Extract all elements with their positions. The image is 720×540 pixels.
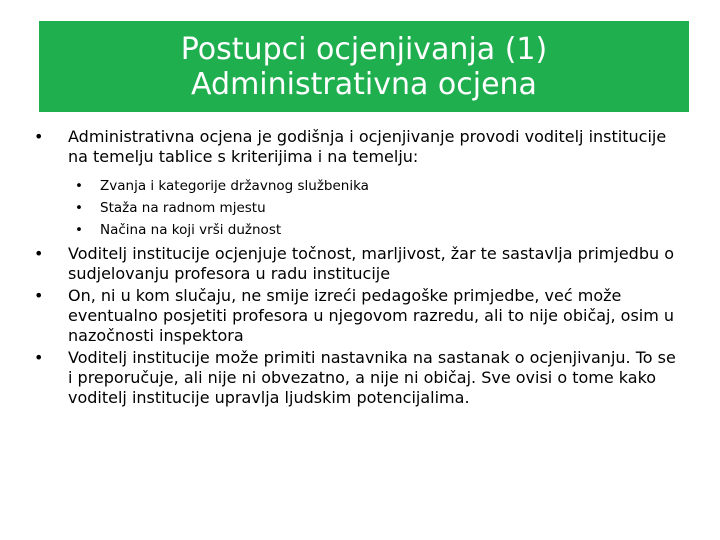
sub-bullet-text: Načina na koji vrši dužnost bbox=[100, 222, 282, 238]
slide-title-line-2: Administrativna ocjena bbox=[191, 66, 537, 102]
sub-bullet-item-3 bbox=[75, 219, 682, 241]
bullet-marker: • bbox=[34, 127, 44, 146]
sub-bullet-item-2 bbox=[75, 197, 682, 219]
sub-bullet-item-1 bbox=[75, 175, 682, 197]
title-banner bbox=[39, 21, 689, 112]
slide-title-line-1: Postupci ocjenjivanja (1) bbox=[180, 31, 548, 67]
bullet-list bbox=[34, 127, 682, 408]
bullet-text: Administrativna ocjena je godišnja i ocjenjivanje provodi voditelj institucije na temelju tablice s kriterijima i na temelju: bbox=[68, 127, 667, 166]
bullet-marker: • bbox=[34, 244, 44, 263]
sub-bullet-text: Zvanja i kategorije državnog službenika bbox=[100, 178, 369, 194]
sub-bullet-marker: • bbox=[75, 222, 83, 238]
bullet-item-1 bbox=[34, 127, 682, 241]
bullet-item-2 bbox=[34, 244, 682, 284]
bullet-item-3 bbox=[34, 286, 682, 346]
bullet-item-4 bbox=[34, 348, 682, 408]
sub-bullet-list bbox=[68, 175, 682, 241]
slide-body bbox=[34, 127, 682, 410]
sub-bullet-marker: • bbox=[75, 178, 83, 194]
bullet-text: On, ni u kom slučaju, ne smije izreći pedagoške primjedbe, već može eventualno posjetiti profesora u njegovom razredu, ali to nije običaj, osim u nazočnosti inspektora bbox=[68, 286, 675, 345]
bullet-marker: • bbox=[34, 286, 44, 305]
bullet-text: Voditelj institucije ocjenjuje točnost, marljivost, žar te sastavlja primjedbu o sudjelovanju profesora u radu institucije bbox=[68, 244, 675, 283]
bullet-marker: • bbox=[34, 348, 44, 367]
bullet-text: Voditelj institucije može primiti nastavnika na sastanak o ocjenjivanju. To se i preporučuje, ali nije ni obvezatno, a nije ni običaj. Sve ovisi o tome kako voditelj institucije upravlja ljudskim potencijalima. bbox=[68, 348, 676, 407]
sub-bullet-marker: • bbox=[75, 200, 83, 216]
sub-bullet-text: Staža na radnom mjestu bbox=[100, 200, 266, 216]
